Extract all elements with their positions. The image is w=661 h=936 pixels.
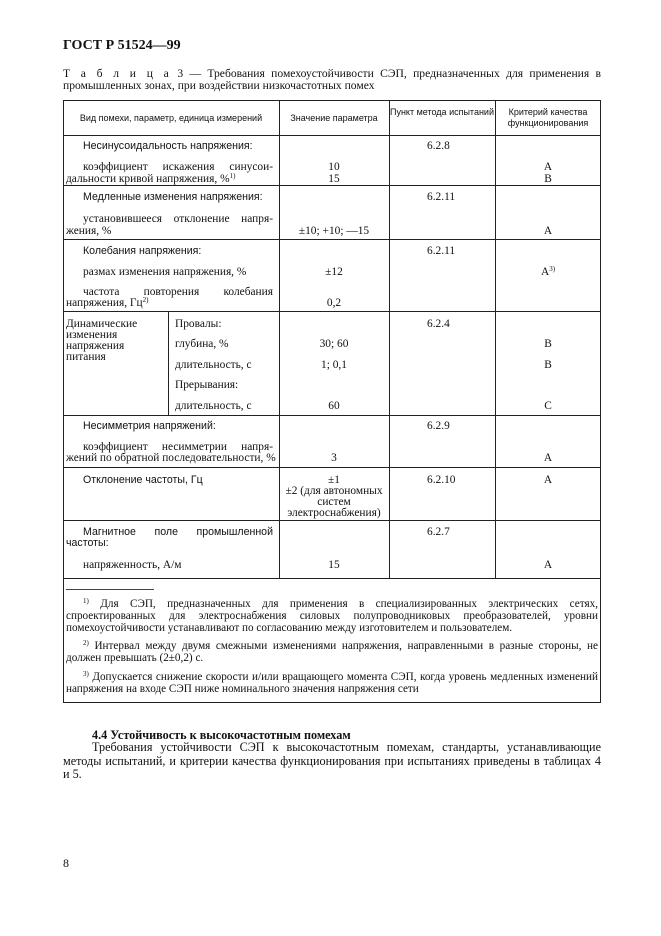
param-harmonic-coefficient: коэффициент искажения синусои- bbox=[83, 161, 273, 173]
row-divider bbox=[63, 415, 601, 416]
table-caption-label: Т а б л и ц а bbox=[63, 67, 171, 80]
sub-interruption-duration: длительность, с bbox=[175, 400, 252, 412]
sub-interruptions: Прерывания: bbox=[175, 379, 239, 391]
row-divider bbox=[63, 467, 601, 468]
row-divider bbox=[63, 239, 601, 240]
value-frequency-1: ±1 bbox=[328, 474, 340, 486]
row-title-unbalance: Несимметрия напряжений: bbox=[83, 420, 216, 432]
value-fluctuation-frequency: 0,2 bbox=[326, 297, 342, 309]
param-steady-deviation: установившееся отклонение напря- bbox=[83, 213, 273, 225]
value-frequency-4: электроснабжения) bbox=[287, 507, 381, 519]
method-frequency-deviation: 6.2.10 bbox=[427, 474, 456, 486]
row-title-slow-changes: Медленные изменения напряжения: bbox=[83, 191, 263, 203]
header-method: Пункт метода испытаний bbox=[389, 107, 494, 117]
subcolumn-divider bbox=[168, 311, 169, 415]
row-title-dynamic-4: питания bbox=[66, 351, 106, 363]
row-divider bbox=[63, 185, 601, 186]
sub-dip-duration: длительность, с bbox=[175, 359, 252, 371]
param-unbalance-coefficient: коэффициент несимметрии напря- bbox=[83, 441, 273, 453]
param-harmonic-coefficient-cont: дальности кривой напряжения, %$^{1)}$ bbox=[66, 172, 236, 185]
header-value: Значение параметра bbox=[290, 113, 378, 123]
value-interruption-duration: 60 bbox=[328, 400, 340, 412]
footnote-separator bbox=[66, 589, 154, 590]
criterion-frequency-deviation: A bbox=[543, 474, 553, 486]
method-fluctuations: 6.2.11 bbox=[427, 245, 456, 257]
footnote-1: $^{1)}$ Для СЭП, предназначенных для применения в специализированных электрических сетях, спроектированных для электроснабжения силовых полупроводниковых преобразователей, уровни помехоустойчивости устанавливают по согласованию между изготовителем и пользователем. bbox=[66, 597, 598, 634]
section-title: 4.4 Устойчивость к высокочастотным помехам bbox=[92, 728, 351, 742]
criterion-dip-duration: B bbox=[544, 359, 552, 371]
row-title-dynamic-3: напряжения bbox=[66, 340, 125, 352]
method-slow-changes: 6.2.11 bbox=[427, 191, 456, 203]
method-dynamic: 6.2.4 bbox=[427, 318, 450, 330]
param-unbalance-coefficient-cont: жений по обратной последовательности, % bbox=[66, 452, 276, 464]
header-parameter: Вид помехи, параметр, единица измерений bbox=[79, 113, 263, 123]
value-dip-depth: 30; 60 bbox=[319, 338, 349, 350]
value-frequency-3: систем bbox=[317, 496, 351, 508]
criterion-dip-depth: B bbox=[544, 338, 552, 350]
row-title-fluctuations: Колебания напряжения: bbox=[83, 245, 202, 257]
value-unbalance: 3 bbox=[331, 452, 337, 464]
table-caption-text: 3 — Требования помехоустойчивости СЭП, предназначенных для применения в промышленных зонах, при воздействии низкочастотных помех bbox=[63, 67, 601, 92]
row-divider bbox=[63, 311, 601, 312]
header-criterion: Критерий качества функционирования bbox=[507, 107, 589, 128]
criterion-unbalance: A bbox=[543, 452, 553, 464]
footnote-2: $^{2)}$ Интервал между двумя смежными изменениями напряжения, направленными в разные стороны, не должен превышать (2±0,2) с. bbox=[66, 639, 599, 664]
column-divider-2 bbox=[389, 100, 390, 578]
value-harmonic-1: 10 bbox=[328, 161, 340, 173]
table-caption bbox=[63, 68, 601, 92]
section-paragraph: Требования устойчивости СЭП к высокочастотным помехам, стандарты, устанавливающие методы испытаний, и критерии качества функционирования при испытаниях приведены в таблицах 4 и 5. bbox=[63, 740, 601, 782]
value-harmonic-2: 15 bbox=[328, 173, 340, 185]
param-fluctuation-frequency: частота повторения колебания bbox=[83, 286, 273, 298]
row-title-dynamic-2: изменения bbox=[66, 329, 118, 341]
criterion-magnetic-field: A bbox=[543, 559, 553, 571]
value-field-strength: 15 bbox=[328, 559, 340, 571]
row-title-magnetic-field-cont: частоты: bbox=[66, 537, 109, 549]
method-magnetic-field: 6.2.7 bbox=[427, 526, 450, 538]
row-title-dynamic-1: Динамические bbox=[66, 318, 138, 330]
value-frequency-2: ±2 (для автономных bbox=[285, 485, 383, 497]
page-number: 8 bbox=[63, 856, 69, 870]
interference-requirements-table bbox=[63, 100, 601, 703]
row-title-frequency-deviation: Отклонение частоты, Гц bbox=[83, 474, 203, 486]
row-title-magnetic-field: Магнитное поле промышленной bbox=[83, 526, 273, 538]
method-harmonic: 6.2.8 bbox=[427, 140, 450, 152]
footnote-3: $^{3)}$ Допускается снижение скорости и/или вращающего момента СЭП, когда уровень медленных изменений напряжения на входе СЭП ниже номинального значения напряжения сети bbox=[66, 670, 598, 695]
header-divider bbox=[63, 135, 601, 136]
footnote-3-mark: 3) bbox=[83, 670, 89, 678]
param-fluctuation-frequency-cont: напряжения, $Гц^{2)}$ bbox=[66, 296, 149, 309]
criterion-slow-changes: A bbox=[543, 225, 553, 237]
criterion-interruption: C bbox=[544, 400, 552, 412]
sub-dips: Провалы: bbox=[175, 318, 222, 330]
criterion-fluctuation-swing: $A^{3)}$ bbox=[540, 265, 556, 278]
param-field-strength: напряженность, А/м bbox=[83, 559, 182, 571]
value-fluctuation-swing: ±12 bbox=[325, 266, 343, 278]
document-header: ГОСТ Р 51524—99 bbox=[63, 38, 181, 53]
param-fluctuation-swing: размах изменения напряжения, % bbox=[83, 266, 247, 278]
row-title-harmonics: Несинусоидальность напряжения: bbox=[83, 140, 253, 152]
value-steady-deviation: ±10; +10; —15 bbox=[298, 225, 370, 237]
criterion-harmonic-1: A bbox=[543, 161, 553, 173]
criterion-harmonic-2: B bbox=[544, 173, 552, 185]
row-divider bbox=[63, 520, 601, 521]
sub-dip-depth: глубина, % bbox=[175, 338, 229, 350]
footnote-1-mark: 1) bbox=[83, 597, 89, 605]
footnote-2-mark: 2) bbox=[83, 639, 89, 647]
param-steady-deviation-cont: жения, % bbox=[66, 225, 112, 237]
value-dip-duration: 1; 0,1 bbox=[321, 359, 347, 371]
row-divider bbox=[63, 578, 601, 579]
method-unbalance: 6.2.9 bbox=[427, 420, 450, 432]
